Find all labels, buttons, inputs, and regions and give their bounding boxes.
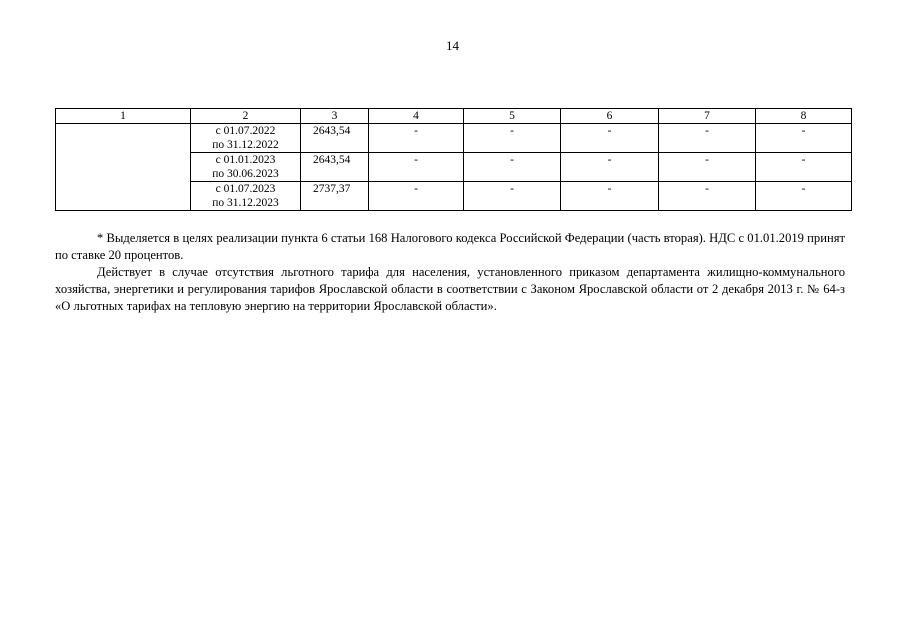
value-cell: 2737,37 xyxy=(301,182,369,211)
cell: - xyxy=(369,182,464,211)
cell: - xyxy=(756,124,852,153)
table-row xyxy=(56,124,852,153)
empty-cell xyxy=(56,124,191,211)
period-cell xyxy=(191,182,301,211)
header-cell: 6 xyxy=(561,109,659,124)
period-cell xyxy=(191,124,301,153)
cell: - xyxy=(464,153,561,182)
period-to: по 30.06.2023 xyxy=(212,168,279,180)
cell: - xyxy=(464,124,561,153)
header-cell: 8 xyxy=(756,109,852,124)
period-from: с 01.01.2023 xyxy=(215,154,276,166)
period-cell xyxy=(191,153,301,182)
table-header-row xyxy=(56,109,852,124)
header-cell: 7 xyxy=(659,109,756,124)
cell: - xyxy=(369,124,464,153)
period-from: с 01.07.2023 xyxy=(215,183,276,195)
cell: - xyxy=(561,182,659,211)
cell: - xyxy=(561,124,659,153)
header-cell: 3 xyxy=(301,109,369,124)
cell: - xyxy=(464,182,561,211)
page-number: 14 xyxy=(446,38,459,53)
period-to: по 31.12.2023 xyxy=(212,197,279,209)
footnotes xyxy=(55,230,845,315)
period-from: с 01.07.2022 xyxy=(215,125,276,137)
header-cell: 4 xyxy=(369,109,464,124)
footnote-preferential-tariff: Действует в случае отсутствия льготного тарифа для населения, установленного приказом департамента жилищно-коммунального хозяйства, энергетики и регулирования тарифов Ярославской области в соответствии с Законом Ярославской области от 2 декабря 2013 г. № 64-з «О льготных тарифах на тепловую энергию на территории Ярославской области». xyxy=(55,265,845,313)
cell: - xyxy=(659,182,756,211)
period-to: по 31.12.2022 xyxy=(212,139,279,151)
tariff-table xyxy=(55,108,852,211)
cell: - xyxy=(756,153,852,182)
value-cell: 2643,54 xyxy=(301,153,369,182)
cell: - xyxy=(659,153,756,182)
cell: - xyxy=(756,182,852,211)
cell: - xyxy=(369,153,464,182)
header-cell: 2 xyxy=(191,109,301,124)
cell: - xyxy=(561,153,659,182)
value-cell: 2643,54 xyxy=(301,124,369,153)
footnote-vat: * Выделяется в целях реализации пункта 6 статьи 168 Налогового кодекса Российской Федерации (часть вторая). НДС с 01.01.2019 принят по ставке 20 процентов. xyxy=(55,231,845,262)
cell: - xyxy=(659,124,756,153)
header-cell: 1 xyxy=(56,109,191,124)
header-cell: 5 xyxy=(464,109,561,124)
